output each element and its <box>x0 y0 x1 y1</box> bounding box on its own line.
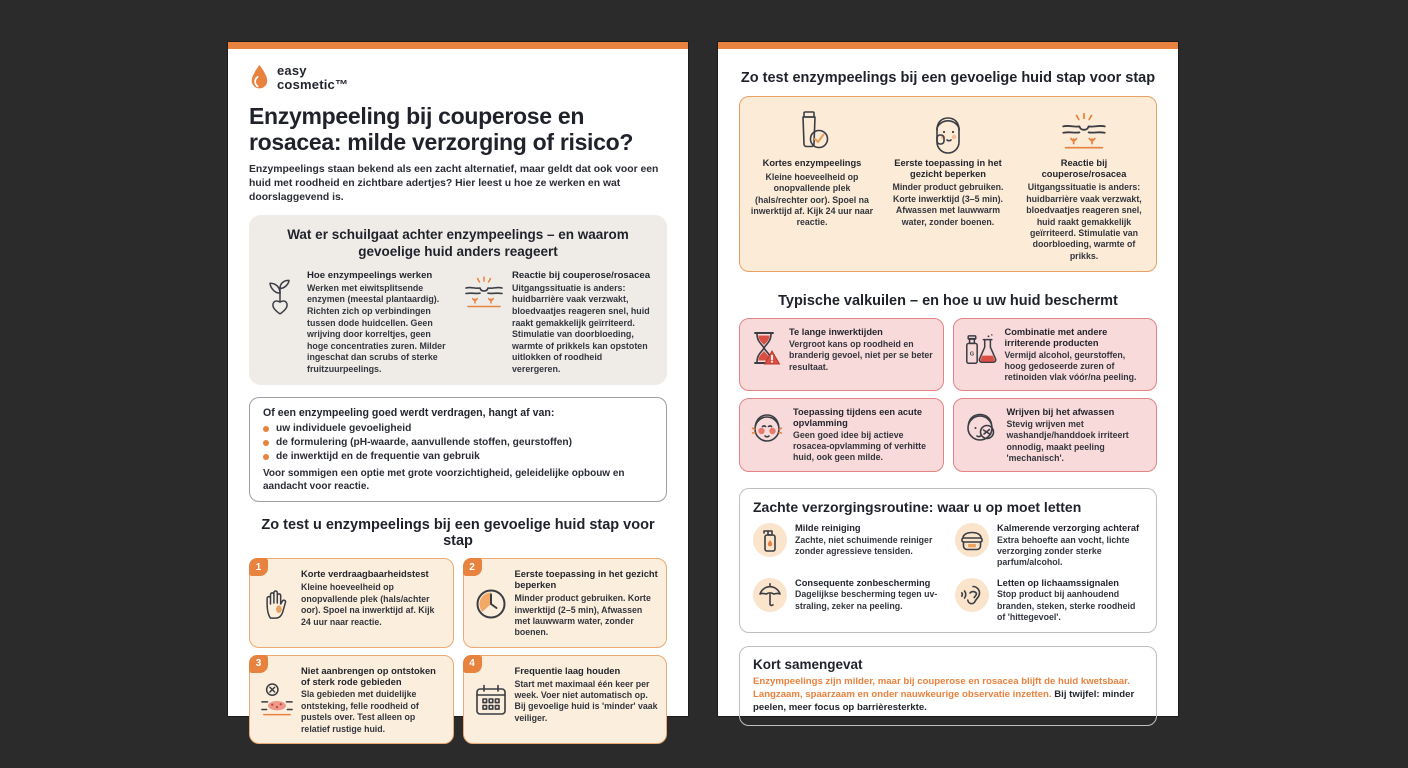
test-heading: Zo test enzympeelings bij een gevoelige huid stap voor stap <box>740 70 1156 86</box>
tolerance-heading: Of een enzympeeling goed werdt verdragen, hangt af van: <box>263 407 555 420</box>
how-it-works-heading: Wat er schuilgaat achter enzympeelings – en waarom gevoelige huid anders reageert <box>287 227 629 259</box>
pitfall-title: Toepassing tijdens een acute opvlamming <box>793 407 922 429</box>
steps-grid <box>249 558 667 744</box>
step-body: Kleine hoeveelheid op onopvallende plek (hals/achter oor). Spoel na inwerktijd af. Kijk 24 uur naar reactie. <box>301 582 435 627</box>
pitfall-card-3 <box>739 398 944 472</box>
routine-item-4 <box>955 578 1143 623</box>
bullet-dot <box>263 426 269 432</box>
pitfall-body: Vermijd alcohol, geurstoffen, hoog gedoseerde zuren of retinoiden vlak vóór/na peeling. <box>1004 349 1137 383</box>
bullet-text: de formulering (pH-waarde, aanvullende stoffen, geurstoffen) <box>276 437 573 449</box>
summary-box <box>739 646 1157 726</box>
how-it-works-panel <box>249 215 667 385</box>
cleanser-bottle-icon <box>753 523 787 557</box>
brand-line2: cosmetic™ <box>277 76 349 92</box>
bullet-item <box>263 451 653 462</box>
cream-jar-icon <box>955 523 989 557</box>
pitfall-body: Vergroot kans op roodheid en branderig gevoel, niet per se beter resultaat. <box>789 339 933 372</box>
test-steps-panel <box>739 96 1157 272</box>
page-title: Enzympeeling bij couperose en rosacea: milde verzorging of risico? <box>249 103 634 156</box>
skin-irritation-icon <box>1021 107 1147 155</box>
summary-highlight: Enzympeelings zijn milder, maar bij couperose en rosacea blijft de huid kwetsbaar. Langzaam, spaarzaam en onder nauwkeurige observatie inzetten. <box>753 676 1130 700</box>
drop-icon <box>249 64 270 91</box>
step-card-4 <box>463 655 668 744</box>
routine-title: Letten op lichaamssignalen <box>997 577 1119 588</box>
step-number-badge: 3 <box>249 655 268 673</box>
pitfall-card-4 <box>953 398 1158 472</box>
step-number-badge: 4 <box>463 655 482 673</box>
how-column-reaction <box>464 270 653 376</box>
routine-item-2 <box>955 523 1143 568</box>
tube-check-icon <box>749 107 875 155</box>
bullet-text: de inwerktijd en de frequentie van gebruik <box>276 451 480 463</box>
routine-item-3 <box>753 578 941 623</box>
sun-umbrella-icon <box>753 578 787 612</box>
routine-title: Milde reiniging <box>795 523 861 534</box>
step-card-3 <box>249 655 454 744</box>
routine-heading: Zachte verzorgingsroutine: waar u op moet letten <box>753 499 1082 516</box>
summary-note: Bij twijfel: minder peelen, meer focus op barrièresterkte. <box>753 688 1135 713</box>
products-flask-icon <box>963 327 997 370</box>
bullet-item <box>263 437 653 448</box>
pitfall-title: Te lange inwerktijden <box>789 327 883 338</box>
page-accent-bar <box>718 42 1178 49</box>
page-accent-bar <box>228 42 688 49</box>
infographic-page-1 <box>228 42 688 734</box>
step-card-2 <box>463 558 668 647</box>
step-title: Niet aanbrengen op ontstoken of sterk rode gebieden <box>301 664 436 687</box>
pitfall-title: Wrijven bij het afwassen <box>1006 407 1115 418</box>
test-column-body: Kleine hoeveelheid op onopvallende plek (hals/rechter oor). Spoel na inwerktijd af. Kijk 24 uur naar reactie. <box>750 171 874 228</box>
routine-item-1 <box>753 523 941 568</box>
no-inflamed-skin-icon <box>260 666 294 735</box>
how-column-body: Werken met eiwitsplitsende enzymen (meestal plantaardig). Richten zich op verbindingen tussen dode huidcellen. Geen wrijving door korreltjes, geen hoge concentraties zuren. Milder ingeschat dan scrubs of sterke fruitzuurpeelings. <box>307 282 446 374</box>
test-column-body: Minder product gebruiken. Korte inwerktijd (3–5 min). Afwassen met lauwwarm water, zonder boenen. <box>892 182 1004 227</box>
step-body: Minder product gebruiken. Korte inwerktijd (2–5 min), Afwassen met lauwwarm water, zonder boenen. <box>514 593 651 638</box>
routine-title: Kalmerende verzorging achteraf <box>997 523 1140 534</box>
step-number-badge: 2 <box>463 558 482 576</box>
pitfall-card-1 <box>739 318 944 391</box>
skin-irritation-icon <box>464 270 504 376</box>
intro-text: Enzympeelings staan bekend als een zacht alternatief, maar geldt dat ook voor een huid met roodheid en zichtbare adertjes? Hier leest u hoe ze werken en wat doorslaggevend is. <box>249 164 659 203</box>
step-title: Eerste toepassing in het gezicht beperken <box>514 568 658 591</box>
steps-heading: Zo test u enzympeelings bij een gevoelige huid stap voor stap <box>261 517 655 550</box>
how-column-enzymes <box>263 270 452 376</box>
clock-icon <box>474 569 508 638</box>
bullet-text: uw individuele gevoeligheid <box>276 423 412 435</box>
pitfall-card-2 <box>953 318 1158 391</box>
summary-text <box>753 676 1143 715</box>
tolerance-factors-box <box>249 397 667 502</box>
test-column-title: Eerste toepassing in het gezicht beperken <box>894 158 1002 179</box>
step-title: Korte verdraagbaarheidstest <box>301 568 429 580</box>
infographic-page-2 <box>718 42 1178 716</box>
test-column-body: Uitgangssituatie is anders: huidbarrière vaak verzwakt, bloedvaatjes reageren snel, huid raakt gemakkelijk geïrriteerd. Stimulatie van doorbloeding, warmte of prikks. <box>1026 182 1142 261</box>
routine-panel <box>739 488 1157 633</box>
face-touch-icon <box>885 107 1011 155</box>
tolerance-footer: Voor sommigen een optie met grote voorzichtigheid, geleidelijke opbouw en aandacht voor reactie. <box>263 468 625 493</box>
wash-face-icon <box>963 407 999 446</box>
test-column-3 <box>1021 107 1147 262</box>
step-body: Start met maximaal één keer per week. Voer niet automatisch op. Bij gevoelige huid is 'minder' vaak veiliger. <box>514 678 658 723</box>
test-column-title: Reactie bij couperose/rosacea <box>1041 158 1127 179</box>
step-body: Sla gebieden met duidelijke ontsteking, felle roodheid of pustels over. Test alleen op relatief rustige huid. <box>301 689 419 734</box>
test-column-title: Kortes enzympeelings <box>762 158 862 168</box>
routine-grid <box>753 523 1143 623</box>
flare-face-icon <box>749 407 785 446</box>
sprout-icon <box>263 270 299 376</box>
calendar-icon <box>474 666 508 735</box>
tolerance-bullet-list <box>263 423 653 462</box>
pitfalls-heading: Typische valkuilen – en hoe u uw huid beschermt <box>778 293 1118 310</box>
svg-text:G: G <box>969 351 974 358</box>
bullet-dot <box>263 440 269 446</box>
routine-body: Extra behoefte aan vocht, lichte verzorging zonder sterke parfum/alcohol. <box>997 534 1130 568</box>
step-number-badge: 1 <box>249 558 268 576</box>
pitfall-body: Geen goed idee bij actieve rosacea-opvlamming of verhitte huid, ook geen milde. <box>793 429 926 463</box>
routine-body: Zachte, niet schuimende reiniger zonder agressieve tensiden. <box>795 534 933 557</box>
routine-body: Stop product bij aanhoudend branden, steken, sterke roodheid of 'hittegevoel'. <box>997 589 1136 622</box>
routine-body: Dagelijkse bescherming tegen uv-straling, zeker na peeling. <box>795 589 938 611</box>
pitfall-body: Stevig wrijven met washandje/handdoek irriteert onnodig, maakt peeling 'mechanisch'. <box>1006 419 1129 463</box>
bullet-dot <box>263 454 269 460</box>
test-column-2 <box>885 107 1011 262</box>
how-column-body: Uitgangssituatie is anders: huidbarrière vaak verzwakt, bloedvaatjes reageren snel, huid raakt gemakkelijk geïrriteerd. Stimulatie van doorbloeding, warmte of prikkels kan opstoten uitlokken of roodheid verergeren. <box>512 282 650 374</box>
pitfall-title: Combinatie met andere irriterende producten <box>1004 327 1108 349</box>
ear-icon <box>955 578 989 612</box>
bullet-item <box>263 423 653 434</box>
test-column-1 <box>749 107 875 262</box>
hand-icon <box>260 569 294 638</box>
step-title: Frequentie laag houden <box>514 664 621 676</box>
hourglass-warning-icon <box>749 327 781 368</box>
summary-heading: Kort samengevat <box>753 657 863 673</box>
brand-name <box>277 64 348 91</box>
step-card-1 <box>249 558 454 647</box>
routine-title: Consequente zonbescherming <box>795 577 931 588</box>
how-column-title: Reactie bij couperose/rosacea <box>512 269 651 281</box>
pitfalls-grid <box>739 318 1157 472</box>
how-column-title: Hoe enzympeelings werken <box>307 269 433 281</box>
brand-line1: easy <box>277 63 307 78</box>
brand-logo <box>249 64 667 91</box>
